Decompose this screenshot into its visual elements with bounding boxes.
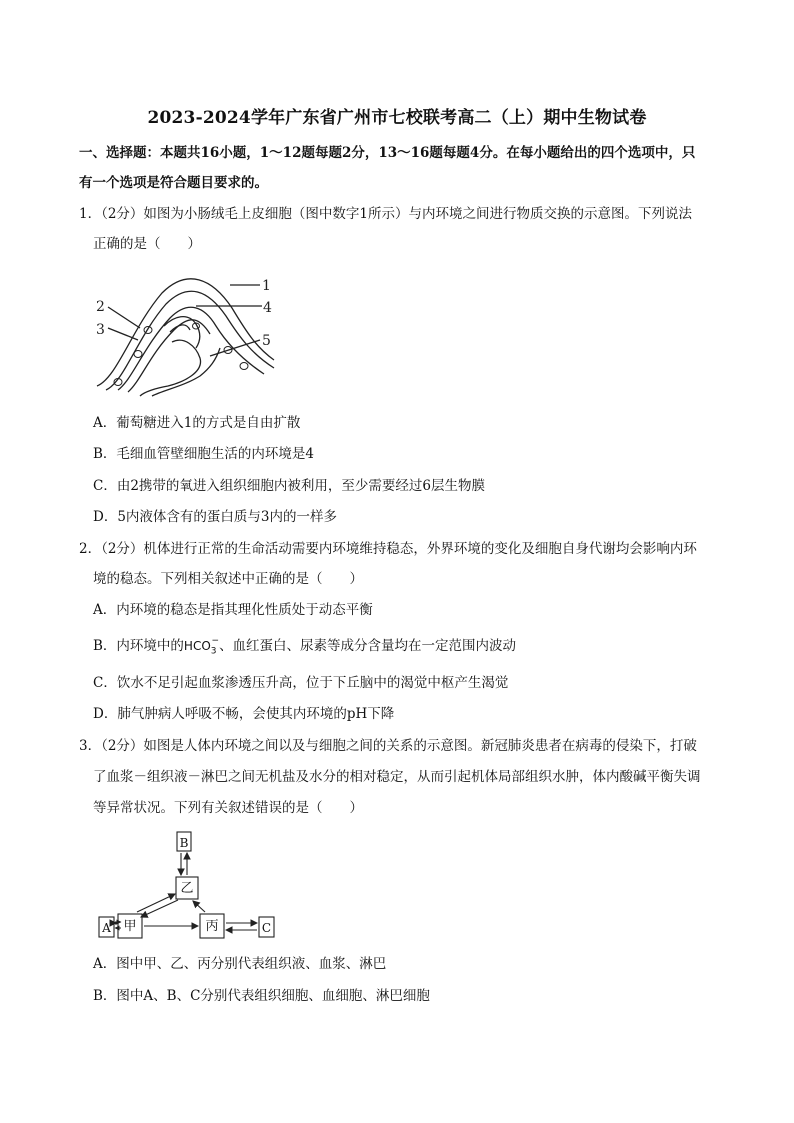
q2-option-d: D．肺气肿病人呼吸不畅，会使其内环境的pH下降 <box>93 706 395 722</box>
q1-stem-line1: 1．（2分）如图为小肠绒毛上皮细胞（图中数字1所示）与内环境之间进行物质交换的示意图。下列说法 <box>79 206 693 222</box>
q1-figure-label-3: 3 <box>96 322 105 338</box>
q1-figure-label-2: 2 <box>96 299 105 315</box>
q2-option-c: C．饮水不足引起血浆渗透压升高，位于下丘脑中的渴觉中枢产生渴觉 <box>93 675 509 691</box>
q2-stem-line2: 境的稳态。下列相关叙述中正确的是（ ） <box>93 571 363 587</box>
q1-option-a: A．葡萄糖进入1的方式是自由扩散 <box>93 415 301 431</box>
q1-option-c: C．由2携带的氧进入组织细胞内被利用，至少需要经过6层生物膜 <box>93 478 486 494</box>
q3-node-yi: 乙 <box>180 881 194 896</box>
q3-stem-line2: 了血浆－组织液－淋巴之间无机盐及水分的相对稳定，从而引起机体局部组织水肿，体内酸碱平衡失调 <box>93 769 701 785</box>
q3-option-a: A．图中甲、乙、丙分别代表组织液、血浆、淋巴 <box>93 956 387 972</box>
page-title: 2023-2024学年广东省广州市七校联考高二（上）期中生物试卷 <box>147 108 647 128</box>
q3-option-b: B．图中A、B、C分别代表组织细胞、血细胞、淋巴细胞 <box>93 988 430 1004</box>
q2-option-b <box>93 633 516 661</box>
q1-figure-label-1: 1 <box>262 278 271 294</box>
q1-figure-label-5: 5 <box>262 333 271 349</box>
q1-option-d: D．5内液体含有的蛋白质与3内的一样多 <box>93 509 338 525</box>
q1-figure-label-4: 4 <box>263 300 272 316</box>
q2-option-b-suffix: 、血红蛋白、尿素等成分含量均在一定范围内波动 <box>219 638 517 654</box>
q3-stem-line3: 等异常状况。下列有关叙述错误的是（ ） <box>93 800 363 816</box>
section-instruction-line1: 一、选择题：本题共16小题，1～12题每题2分，13～16题每题4分。在每小题给出的四个选项中，只 <box>79 145 696 161</box>
q3-node-c: C <box>261 921 272 935</box>
q3-node-b: B <box>179 836 189 850</box>
section-instruction-line2: 有一个选项是符合题目要求的。 <box>79 175 268 191</box>
q3-node-a: A <box>102 921 111 935</box>
q3-stem-line1: 3．（2分）如图是人体内环境之间以及与细胞之间的关系的示意图。新冠肺炎患者在病毒的侵染下，打破 <box>79 738 697 754</box>
bicarbonate-formula: $HCO_3^-$ <box>183 636 220 657</box>
q3-node-bing: 丙 <box>205 919 219 934</box>
q1-option-b: B．毛细血管壁细胞生活的内环境是4 <box>93 446 315 462</box>
q2-option-a: A．内环境的稳态是指其理化性质处于动态平衡 <box>93 602 373 618</box>
q1-intestinal-villus-figure <box>92 268 277 400</box>
q2-option-b-prefix: B．内环境中的 <box>93 638 184 654</box>
q2-stem-line1: 2．（2分）机体进行正常的生命活动需要内环境维持稳态，外界环境的变化及细胞自身代谢均会影响内环 <box>79 541 697 557</box>
q1-stem-line2: 正确的是（ ） <box>93 236 201 252</box>
q3-node-jia: 甲 <box>123 919 137 934</box>
